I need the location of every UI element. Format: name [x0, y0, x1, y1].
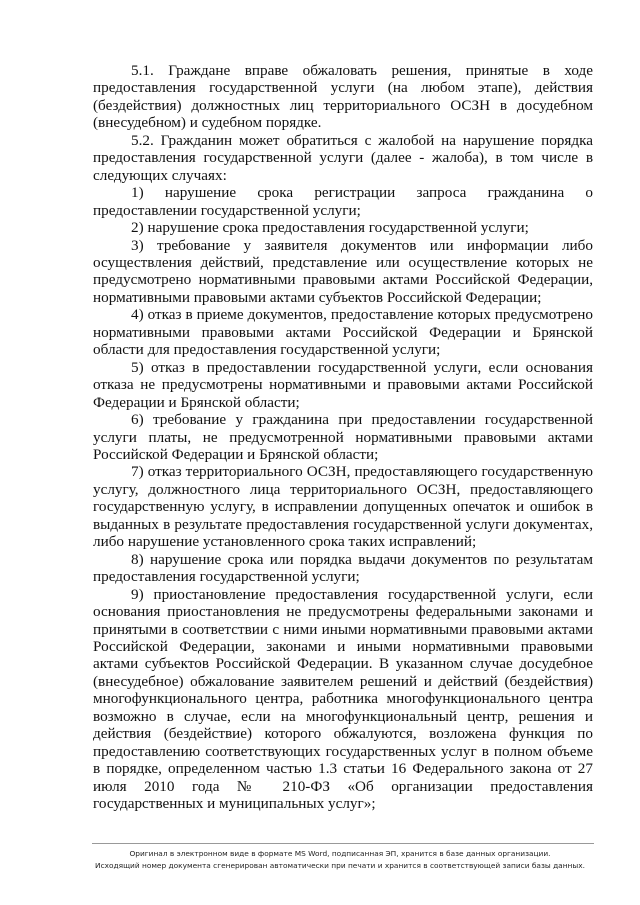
document-body — [93, 62, 593, 812]
page-footer — [60, 848, 620, 872]
list-item-5: 5) отказ в предоставлении государственной услуги, если основания отказа не предусмотрены нормативными и правовыми актами Российской Федерации и Брянской области; — [93, 358, 593, 411]
paragraph-5-1: 5.1. Граждане вправе обжаловать решения, принятые в ходе предоставления государственной услуги (на любом этапе), действия (бездействия) должностных лиц территориального ОСЗН в досудебном (внесудебном) и судебном порядке. — [93, 62, 593, 132]
footer-note-number: Исходящий номер документа сгенерирован автоматически при печати и хранится в соответствующей записи базы данных. — [95, 861, 585, 870]
paragraph-5-2: 5.2. Гражданин может обратиться с жалобой на нарушение порядка предоставления государственной услуги (далее - жалоба), в том числе в следующих случаях: — [93, 131, 593, 184]
list-item-6: 6) требование у гражданина при предоставлении государственной услуги платы, не предусмотренной нормативными правовыми актами Российской Федерации и Брянской области; — [93, 411, 593, 463]
list-item-4: 4) отказ в приеме документов, предоставление которых предусмотрено нормативными правовыми актами Российской Федерации и Брянской области для предоставления государственной услуги; — [93, 306, 593, 359]
footer-divider — [92, 843, 594, 844]
list-item-1: 1) нарушение срока регистрации запроса гражданина о предоставлении государственной услуги; — [93, 184, 593, 219]
list-item-2: 2) нарушение срока предоставления государственной услуги; — [131, 219, 529, 237]
list-item-3: 3) требование у заявителя документов или информации либо осуществления действий, представление или осуществление которых не предусмотрено нормативными правовыми актами Российской Федерации, нормативными правовыми актами субъектов Российской Федерации; — [93, 236, 593, 306]
list-item-8: 8) нарушение срока или порядка выдачи документов по результатам предоставления государственной услуги; — [93, 550, 593, 586]
list-item-9: 9) приостановление предоставления государственной услуги, если основания приостановления не предусмотрены федеральными законами и принятыми в соответствии с ними иными нормативными правовыми актами Российской Федерации, законами и иными нормативными правовыми актами субъектов Российской Федерации. В указанном случае досудебное (внесудебное) обжалование заявителем решений и действий (бездействия) многофункционального центра, работника многофункционального центра возможно в случае, если на многофункциональный центр, решения и действия (бездействие) которого обжалуются, возложена функция по предоставлению соответствующих государственных услуг в полном объеме в порядке, определенном частью 1.3 статьи 16 Федерального закона от 27 июля 2010 года № 210-ФЗ «Об организации предоставления государственных и муниципальных услуг»; — [93, 585, 593, 813]
list-item-7: 7) отказ территориального ОСЗН, предоставляющего государственную услугу, должностного лица территориального ОСЗН, предоставляющего государственную услугу, в исправлении допущенных опечаток и ошибок в выданных в результате предоставления государственной услуги документах, либо нарушение установленного срока таких исправлений; — [93, 463, 593, 551]
footer-note-original: Оригинал в электронном виде в формате MS Word, подписанная ЭП, хранится в базе данных организации. — [129, 849, 551, 858]
